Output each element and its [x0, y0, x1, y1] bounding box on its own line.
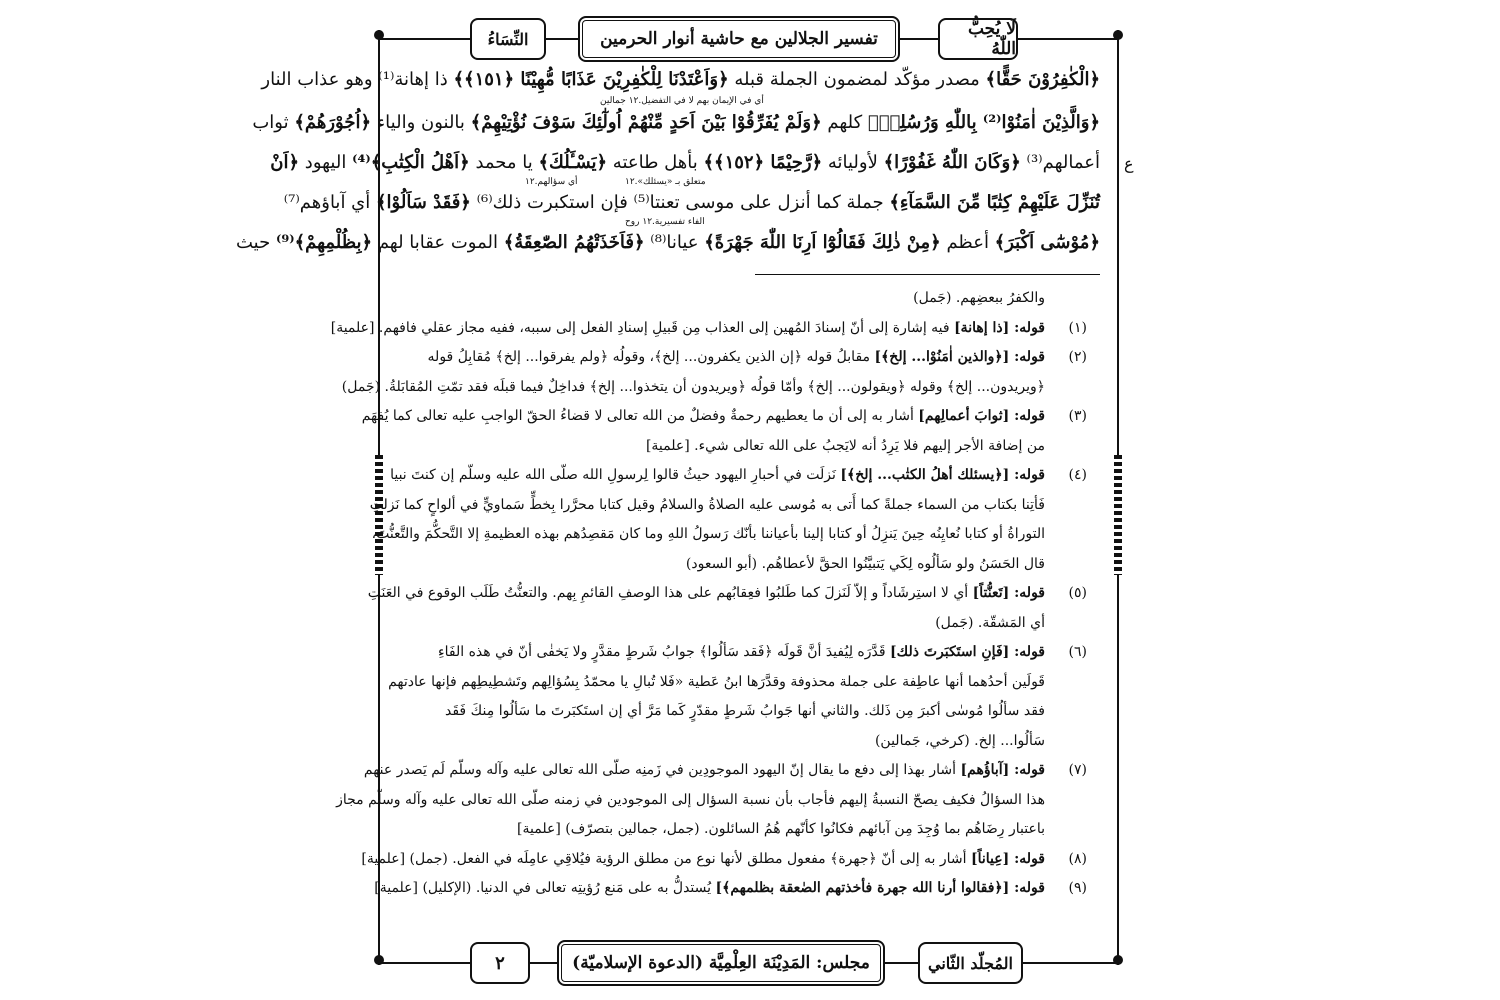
- footnote-number: (٨): [1068, 850, 1087, 867]
- juz-title: لَا يُحِبُّ اللّٰهُ: [967, 19, 1016, 59]
- footnote-line: [445, 432, 1095, 462]
- quran-text: ﴿مِنْ ذٰلِكَ فَقَالُوْٓا اَرِنَا اللّٰهَ جَهْرَةً﴾: [704, 232, 941, 253]
- main-text-line: [252, 110, 1100, 136]
- footnote-label: قوله: [﴿يسئلك أهلُ الكتٰب... إلخ﴾]: [840, 467, 1045, 483]
- tafsir-text: مصدر مؤكّد لمضمون الجملة قبله: [728, 69, 986, 90]
- tafsir-text: ذا إهانة⁽¹⁾ وهو عذاب النار: [261, 69, 454, 90]
- main-text-line: [235, 230, 1100, 256]
- footnote-separator: [755, 274, 1100, 275]
- tafsir-text: أعظم: [940, 232, 995, 253]
- footnote-text: فَأتِنا بكتاب من السماء جملةً كما أَتى به مُوسى عليه الصلاةُ والسلامُ وقيل كتابا محرَّرا بِخطٍّ سَماويٍّ في ألواحٍ كما نَزلتِ: [369, 496, 1045, 513]
- footnote-number: (٢): [1068, 349, 1087, 365]
- surah-title: النِّسَاءُ: [487, 29, 529, 49]
- quran-text: ﴿اَنْ: [270, 152, 300, 173]
- footnote-line: [388, 668, 1095, 698]
- footnote-line: [369, 491, 1095, 521]
- footnote-text: أشار به إلى أن ما يعطيهم رحمةٌ وفضلٌ من الله تعالى لا قضاءُ الحقّ الواجبِ عليه تعالى كما يُفهَم: [361, 408, 914, 424]
- footnote-text: قال الحَسَنُ ولو سَألُوه لِكَي يَتبيَّنُوا الحقَّ لأعطاهُم. (أبو السعود): [685, 555, 1045, 572]
- footnote-line: [374, 874, 1095, 904]
- footnote-line: [367, 579, 1095, 609]
- annotation: أي سؤالهم.١٢: [525, 177, 578, 187]
- footer-publisher: [557, 940, 885, 986]
- tafsir-text: بأهل طاعته: [607, 152, 704, 173]
- corner-ornament: [374, 30, 384, 40]
- footnote-text: أي لا استِرشَاداً و إلاّ لَنَزلَ كما طَلبُوا فعِقابُهم على هذا الوصفِ القائمِ بِهم. والتعنُّتُ طَلَب الوقوع في العَنَتِ: [367, 585, 969, 601]
- footnote-number: (٦): [1068, 644, 1087, 660]
- footnote-line: [445, 550, 1095, 580]
- main-text-line: [270, 150, 1100, 176]
- footnote-line: [445, 697, 1095, 727]
- footnote-label: قوله: [ذا إهانة]: [954, 319, 1045, 336]
- corner-ornament: [1113, 955, 1123, 965]
- header-surah-title: [470, 18, 546, 60]
- footnote-text: يُستدلُّ به على مَنع رُؤيتِه تعالى في الدنيا. (الإكليل) [علمية]: [374, 880, 712, 896]
- quran-text: ﴿فَاَخَذَتْهُمُ الصّٰعِقَةُ﴾: [503, 232, 645, 253]
- footnote-line: [427, 343, 1095, 373]
- annotation: الفاء تفسيرية.١٢ روح: [625, 217, 705, 227]
- page-number: ٢: [495, 952, 505, 974]
- footnote-number: (٥): [1068, 585, 1087, 601]
- book-title: تفسير الجلالين مع حاشية أنوار الحرمين: [600, 29, 878, 49]
- header-juz-title: [938, 18, 1018, 60]
- footnote-label: قوله: [﴿فقالوا أرنا الله جهرة فأخذتهم الصٰعقة بظلمهم﴾]: [715, 880, 1045, 896]
- quran-text: ﴿مُوْسٰٓى اَكْبَرَ﴾: [994, 232, 1100, 253]
- tafsir-text: يا محمد: [469, 152, 539, 173]
- footnote-text: قَدَّرَه لِيُفيدَ أنَّ قَولَه ﴿فَقد سَألُوا﴾ جوابُ شَرطٍ مقدَّرٍ ولا يَخفٰى أنّ في هذه الفَاءِ: [438, 644, 886, 660]
- footnote-text: هذا السؤالُ فكيف يصحّ النسبةُ إليهم فأجاب بأن نسبة السؤال إلى الموجودين في زمنه صلّى الله تعالى عليه وآله وسلّم مجاز: [336, 791, 1045, 808]
- quran-text: ﴿يَسْـَٔلُكَ﴾: [538, 152, 608, 173]
- quran-text: ﴿بِظُلْمِهِمْ﴾⁽⁹⁾: [275, 232, 373, 253]
- footnote-line: [445, 609, 1095, 639]
- footnote-text: مقابلُ قوله ﴿إن الذين يكفرون... إلخ﴾، وقولُه ﴿ولم يفرقوا... إلخ﴾ مُقابِلُ قوله: [427, 349, 871, 365]
- footnote-text: التوراةُ أو كتابا نُعايِنُه حِينَ يَنزِلُ أو كتابا إلينا بأعياننا بأنّك رَسولُ اللهِ وما كان مَقصِدُهم بهذه العظيمةِ إلا التَّحكُّمَ والتَّعنُّتَ،: [371, 526, 1045, 542]
- main-text-line: [283, 190, 1100, 216]
- main-text-line: [261, 67, 1100, 93]
- quran-text: ﴿اَهْلُ الْكِتٰبِ﴾⁽⁴⁾: [352, 152, 470, 173]
- footnote-text: قَولَين أحدُهما أنها عاطِفة على جملة محذوفة وقدَّرَها ابنُ عَطية «فَلا تُبالِ يا محمّدُ بِسُؤالِهم وتَشطِيطِهم فإنها عادتهم: [388, 673, 1045, 690]
- footnote-text: ﴿ويريدون... إلخ﴾ وقوله ﴿ويقولون... إلخ﴾ وأمّا قولُه ﴿ويريدون أن يتخذوا... إلخ﴾ فداخِلٌ فيما قبلَه فقد تمّتِ المُقابَلةُ. (جَمل): [341, 378, 1045, 395]
- tafsir-text: حيث: [235, 232, 276, 253]
- publisher-label: مجلس: المَدِيْنَة العِلْمِيَّة (الدعوة الإسلاميّة): [572, 953, 870, 973]
- tafsir-text: أعمالهم⁽³⁾: [1020, 152, 1100, 173]
- footnote-line: [330, 314, 1095, 344]
- footnote-label: قوله: [تَعنُّتاً]: [972, 585, 1045, 601]
- tafsir-text: جملة كما أنزل على موسى تعنتا⁽⁵⁾ فإن استكبرت ذلك⁽⁶⁾: [470, 192, 890, 213]
- header-book-title: [578, 16, 900, 62]
- footnote-line: [361, 402, 1095, 432]
- footnote-text: أشار بهذا إلى دفع ما يقال إنّ اليهود الموجودِين في زَمنِه صلّى الله تعالى عليه وآله وسلّم لَم يَصدر عنهم: [363, 762, 957, 778]
- corner-ornament: [374, 955, 384, 965]
- footnote-text: من إضافة الأجر إليهم فلا يَرِدُ أنه لايَجبُ على الله تعالى شيء. [علمية]: [645, 437, 1045, 454]
- quran-text: ﴿فَقَدْ سَاَلُوْا﴾: [375, 192, 471, 213]
- footnote-number: (٣): [1068, 408, 1087, 424]
- footnote-line: [361, 845, 1095, 875]
- footnote-line: [445, 727, 1095, 757]
- footnote-line: [336, 786, 1095, 816]
- footnote-line: [341, 373, 1095, 403]
- footnote-number: (٧): [1068, 762, 1087, 778]
- quran-text: ﴿اُجُوْرَهُمْ﴾: [294, 112, 371, 133]
- annotation: أي في الإيمان بهم لا في التفضيل.١٢ جمالين: [600, 96, 764, 106]
- footer-volume: [918, 942, 1023, 984]
- tafsir-text: عيانا⁽⁸⁾: [644, 232, 705, 253]
- footnote-label: قوله: [آباؤُهم]: [960, 762, 1045, 778]
- annotation: متعلق بـ «يسئلك».١٢: [625, 177, 706, 187]
- footnote-text: أشار به إلى أنّ ﴿جهرة﴾ مفعول مطلق لأنها نوع من مطلق الرؤية فيُلاقِي عامِلَه في الفعل. (جمل) [علمية]: [361, 850, 967, 867]
- side-marker: ع: [1124, 154, 1134, 173]
- footnote-text: سَألُوا... إلخ. (كرخي، جَمالين): [874, 732, 1045, 749]
- quran-text: تُنَزِّلَ عَلَيْهِمْ كِتٰبًا مِّنَ السَّمَآءِ﴾: [889, 192, 1100, 213]
- footnote-continuation: والكفرُ ببعضِهم. (جَمل): [913, 290, 1045, 306]
- footnote-line: [371, 520, 1095, 550]
- footnote-line: [390, 461, 1095, 491]
- footnote-line: [363, 756, 1095, 786]
- quran-text: ﴿وَاَعْتَدْنَا لِلْكٰفِرِيْنَ عَذَابًا مُّهِيْنًا ﴿١٥١﴾﴾: [453, 69, 729, 90]
- corner-ornament: [1113, 30, 1123, 40]
- volume-label: المُجلّد الثّاني: [928, 953, 1013, 973]
- footnote-text: فقد سألُوا مُوسٰى أكبرَ مِن ذَلك. والثاني أنها جَوابُ شَرطٍ مقدّرٍ كَما مَرَّ أي إن استَكبَرتَ ما سَألُوا مِنكَ فَقَد: [445, 703, 1045, 719]
- tafsir-text: أي آباؤهم⁽⁷⁾: [283, 192, 376, 213]
- footnote-text: فيه إشارة إلى أنّ إسنادَ المُهين إلى العذاب مِن قَبيلِ إسنادِ الفعل إلى سببه، ففيه مجاز عقلي فافهم. [علمية]: [330, 319, 950, 336]
- footnote-number: (٩): [1068, 880, 1087, 896]
- footer-page-number: [470, 942, 530, 984]
- quran-text: ﴿وَالَّذِيْنَ اٰمَنُوْا⁽²⁾ بِاللّٰهِ وَرُسُلِهٖ﴾: [867, 112, 1100, 133]
- footnote-line: [438, 638, 1095, 668]
- quran-text: ﴿وَلَمْ يُفَرِّقُوْا بَيْنَ اَحَدٍ مِّنْهُمْ اُولٰٓئِكَ سَوْفَ نُؤْتِيْهِمْ﴾: [470, 112, 822, 133]
- footnote-label: قوله: [﴿والذين اٰمَنُوْا... إلخ﴾]: [874, 349, 1045, 365]
- footnote-text: أي المَشقّة. (جَمل): [935, 614, 1045, 631]
- footnotes: [330, 284, 1095, 904]
- tafsir-text: ثواب: [252, 112, 295, 133]
- tafsir-text: اليهود: [299, 152, 353, 173]
- tafsir-text: الموت عقابا لهم: [372, 232, 504, 253]
- quran-text: ﴿وَكَانَ اللّٰهُ غَفُوْرًا﴾: [883, 152, 1021, 173]
- tafsir-text: بالنون والياء: [371, 112, 471, 133]
- footnote-label: قوله: [فَإنِ استَكبَرتَ ذلك]: [890, 644, 1045, 660]
- footnote-line: [445, 815, 1095, 845]
- footnote-number: (٤): [1068, 467, 1087, 483]
- footnote-text: باعتبار رِضَاهُم بما وُجِدَ مِن آبائهم فكانُوا كأنّهم هُمُ السائلون. (جمل، جمالين بتصرّف) [علمية]: [517, 821, 1045, 837]
- quran-text: ﴿رَّحِيْمًا ﴿١٥٢﴾﴾: [703, 152, 823, 173]
- right-ornament: [1114, 455, 1122, 575]
- footnote-label: قوله: [ثوابَ أعمالِهم]: [918, 408, 1045, 424]
- tafsir-text: كلهم: [821, 112, 868, 133]
- footnote-label: قوله: [عِياناً]: [971, 850, 1045, 867]
- footnote-text: نَزلَت في أحبارِ اليهود حيثُ قالوا لِرسولِ الله صلّى الله عليه وسلّم إن كنتَ نبيا: [390, 467, 836, 483]
- quran-text: ﴿الْكٰفِرُوْنَ حَقًّا﴾: [985, 69, 1100, 90]
- tafsir-text: لأوليائه: [822, 152, 884, 173]
- footnote-number: (١): [1068, 319, 1087, 336]
